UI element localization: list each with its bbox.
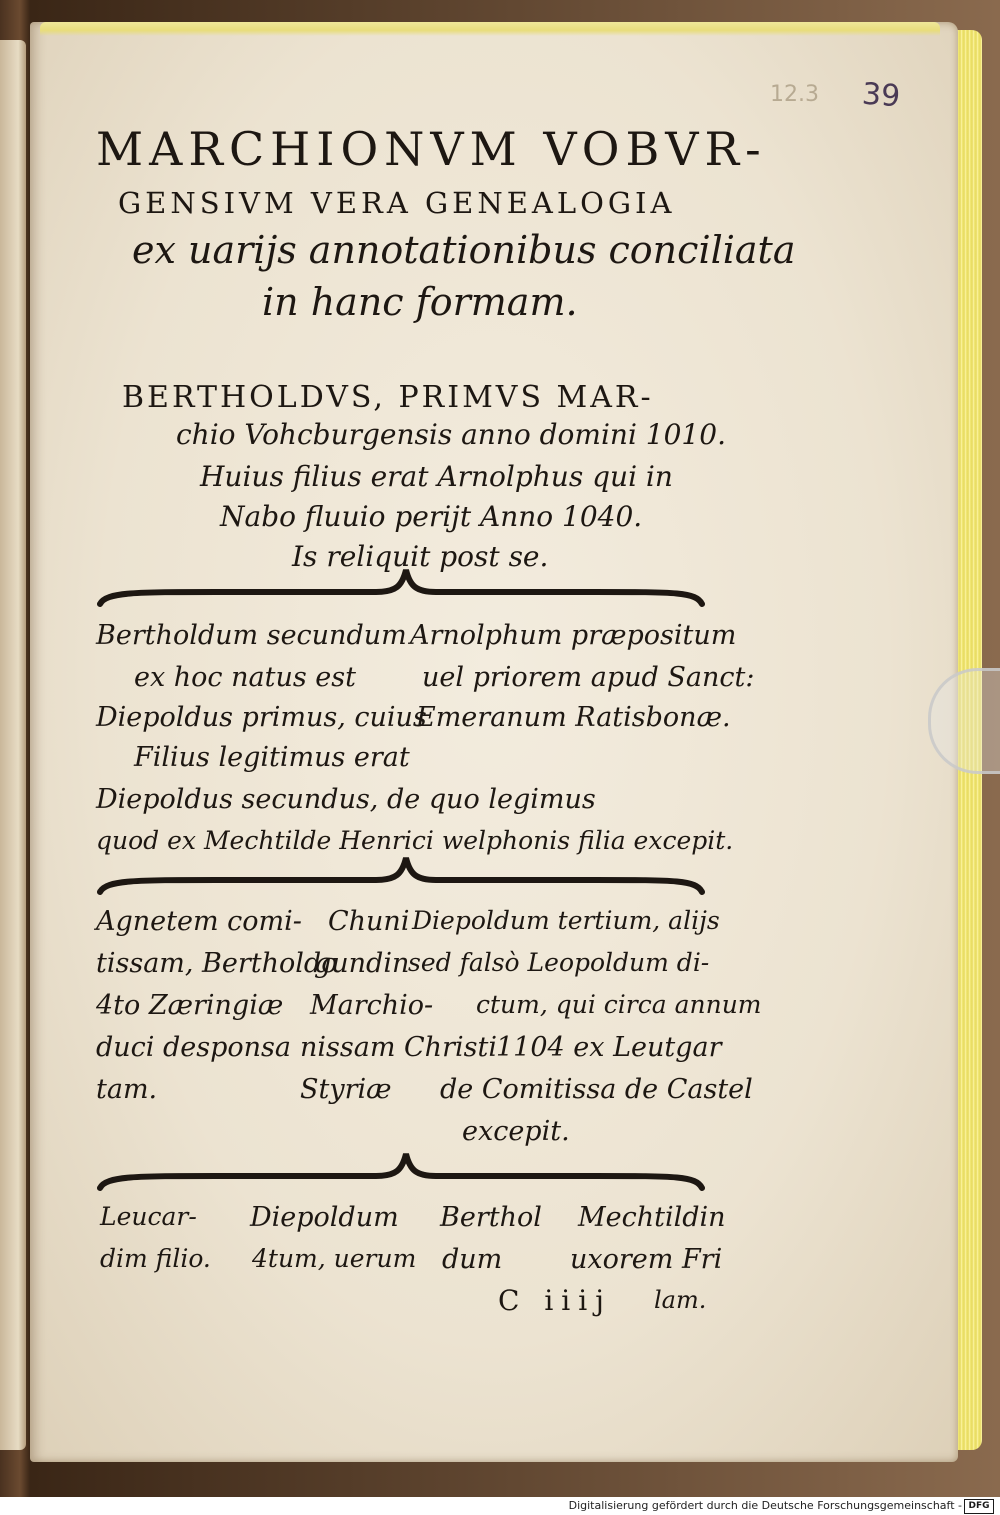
gen3-col1-line: tissam, Bertholdo xyxy=(96,948,338,979)
intro-line-3: Huius filius erat Arnolphus qui in xyxy=(200,460,673,493)
folio-number: 39 xyxy=(860,76,902,115)
intro-line-5: Is reliquit post se. xyxy=(292,540,549,573)
gen3-col1-line: duci desponsa xyxy=(96,1032,292,1063)
gen4-col4-line: Mechtildin xyxy=(578,1202,726,1233)
gen2-left-line: ex hoc natus est xyxy=(134,662,356,693)
gen3-col3-line: ctum, qui circa annum xyxy=(476,990,762,1019)
genealogy-brace-2 xyxy=(96,850,706,900)
gen2-left-line: Diepoldus secundus, de quo legimus xyxy=(96,784,596,815)
gen2-right-line: uel priorem apud Sanct: xyxy=(422,662,755,693)
gen3-col1-line: 4to Zæringiæ xyxy=(96,990,284,1021)
gen2-left-line: Diepoldus primus, cuius xyxy=(96,702,427,733)
gen4-col4-line: lam. xyxy=(654,1286,707,1314)
gen2-right-line: Arnolphum præpositum xyxy=(410,620,737,651)
gen3-col2-line: Chuni xyxy=(328,906,410,937)
gen4-col3-line: dum xyxy=(442,1244,503,1275)
gen3-col2-line: nissam Christi xyxy=(300,1032,497,1063)
title-line-4: in hanc formam. xyxy=(262,280,578,324)
dfg-logo: DFG xyxy=(964,1499,994,1514)
gen3-col2-line: Marchio- xyxy=(310,990,434,1021)
title-line-3: ex uarijs annotationibus conciliata xyxy=(132,228,796,272)
gen3-col3-line: 1104 ex Leutgar xyxy=(496,1032,722,1063)
gen2-left-line: quod ex Mechtilde Henrici welphonis filia excepit. xyxy=(96,826,734,855)
title-line-2: GENSIVM VERA GENEALOGIA xyxy=(118,186,676,220)
signature-mark: C iiij xyxy=(498,1284,612,1317)
gen3-col1-line: Agnetem comi- xyxy=(96,906,302,937)
pencil-note: 12.3 xyxy=(770,82,819,107)
title-line-1: MARCHIONVM VOBVR- xyxy=(96,122,767,176)
gen2-left-line: Bertholdum secundum xyxy=(96,620,407,651)
gen3-col3-line: de Comitissa de Castel xyxy=(440,1074,753,1105)
gen4-col4-line: uxorem Fri xyxy=(570,1244,723,1275)
gen3-col3-line: Diepoldum tertium, alijs xyxy=(412,906,720,935)
genealogy-brace-3 xyxy=(96,1146,706,1196)
intro-line-2: chio Vohcburgensis anno domini 1010. xyxy=(176,418,726,451)
gen3-col3-line: sed falsò Leopoldum di- xyxy=(408,948,710,977)
gen2-left-line: Filius legitimus erat xyxy=(134,742,410,773)
gen4-col1-line: Leucar- xyxy=(100,1202,197,1231)
funding-notice: Digitalisierung gefördert durch die Deutsche Forschungsgemeinschaft - xyxy=(568,1499,962,1512)
gen2-right-line: Emeranum Ratisbonæ. xyxy=(416,702,731,733)
gen3-col1-line: tam. xyxy=(96,1074,158,1105)
gen4-col2-line: Diepoldum xyxy=(250,1202,399,1233)
gen3-col2-line: gundin xyxy=(314,948,410,979)
gen4-col2-line: 4tum, uerum xyxy=(252,1244,417,1273)
gen4-col1-line: dim filio. xyxy=(100,1244,211,1273)
gen4-col3-line: Berthol xyxy=(440,1202,542,1233)
intro-line-4: Nabo fluuio perijt Anno 1040. xyxy=(220,500,643,533)
gen3-col3-line: excepit. xyxy=(462,1116,570,1147)
page-top-edge xyxy=(40,22,940,36)
gen3-col2-line: Styriæ xyxy=(300,1074,392,1105)
previous-page-edge xyxy=(0,40,26,1450)
intro-line-1: BERTHOLDVS, PRIMVS MAR- xyxy=(122,380,654,415)
genealogy-brace-1 xyxy=(96,564,706,614)
